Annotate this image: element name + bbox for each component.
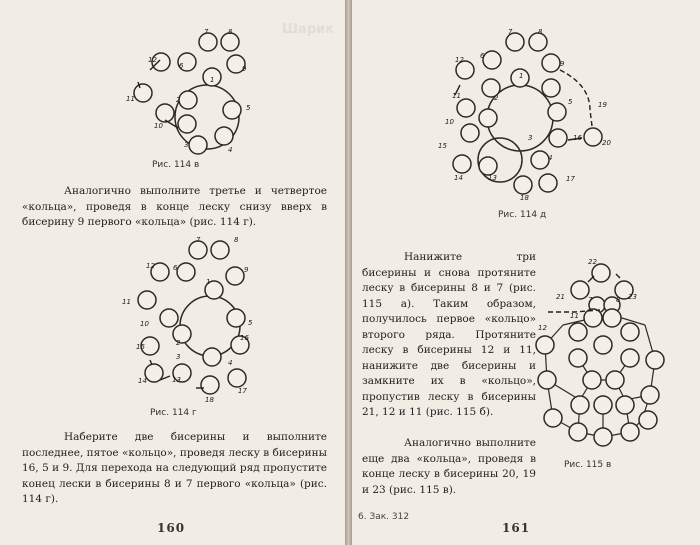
- svg-text:6: 6: [480, 52, 485, 60]
- svg-text:7: 7: [508, 28, 513, 36]
- svg-text:11: 11: [452, 92, 461, 100]
- figure-caption: Рис. 114 г: [150, 408, 197, 418]
- svg-text:8: 8: [228, 28, 233, 36]
- svg-text:16: 16: [240, 334, 249, 342]
- svg-text:5: 5: [248, 319, 253, 327]
- svg-text:10: 10: [140, 320, 149, 328]
- svg-text:22: 22: [588, 258, 597, 266]
- figure-114d: [402, 25, 612, 205]
- svg-text:9: 9: [244, 266, 249, 274]
- svg-text:3: 3: [528, 134, 533, 142]
- page-number: 161: [502, 521, 531, 535]
- left-page: [0, 0, 346, 545]
- svg-text:23: 23: [628, 293, 637, 301]
- svg-text:5: 5: [246, 104, 251, 112]
- svg-text:2: 2: [176, 96, 181, 104]
- svg-text:2: 2: [494, 94, 499, 102]
- svg-text:5: 5: [568, 98, 573, 106]
- paragraph: Наберите две бисерины и выполните последнее, пятое «кольцо», проведя леску в бисерины 16, 5 и 9. Для перехода на следующий ряд пропустите конец лески в бисерины 8 и 7 первого «кольца» (рис. 114 г).: [22, 431, 327, 505]
- svg-text:16: 16: [573, 134, 582, 142]
- svg-text:12: 12: [146, 262, 155, 270]
- svg-text:7: 7: [588, 296, 593, 304]
- svg-text:6: 6: [173, 264, 178, 272]
- book-gutter: [345, 0, 352, 545]
- svg-text:15: 15: [136, 343, 145, 351]
- svg-text:1: 1: [206, 278, 211, 286]
- figure-caption: Рис. 114 в: [152, 160, 200, 170]
- print-order-footnote: 6. Зак. 312: [358, 512, 410, 522]
- svg-text:7: 7: [204, 28, 209, 36]
- right-page: [282, 0, 700, 545]
- svg-text:15: 15: [438, 142, 447, 150]
- svg-text:20: 20: [602, 139, 611, 147]
- svg-text:10: 10: [154, 122, 163, 130]
- figure-caption: Рис. 115 в: [564, 460, 612, 470]
- svg-text:12: 12: [538, 324, 547, 332]
- svg-text:18: 18: [205, 396, 214, 404]
- svg-text:17: 17: [566, 175, 575, 183]
- paragraph: Аналогично выполните третье и четвертое «кольца», проведя в конце леску снизу вверх в бисерину 9 первого «кольца» (рис. 114 г).: [22, 185, 327, 228]
- svg-text:14: 14: [138, 377, 147, 385]
- svg-text:13: 13: [488, 174, 497, 182]
- paragraph: Нанижите три бисерины и снова протяните леску в бисерины 8 и 7 (рис. 115 а). Таким образом, получилось первое «кольцо» второго ряда. Протяните леску в бисерины 12 и 11, нанижите две бисерины и замкните их в «кольцо», пропустив леску в бисерины 21, 12 и 11 (рис. 115 б).: [362, 251, 536, 418]
- svg-text:6: 6: [179, 62, 184, 70]
- svg-text:8: 8: [234, 236, 239, 244]
- svg-text:12: 12: [148, 56, 157, 64]
- svg-text:4: 4: [228, 146, 233, 154]
- svg-text:9: 9: [242, 65, 247, 73]
- svg-text:17: 17: [238, 387, 247, 395]
- svg-text:7: 7: [196, 236, 201, 244]
- svg-text:14: 14: [454, 174, 463, 182]
- svg-text:11: 11: [122, 298, 131, 306]
- page-number: 160: [157, 521, 186, 535]
- svg-text:10: 10: [445, 118, 454, 126]
- svg-text:18: 18: [520, 194, 529, 202]
- svg-text:12: 12: [455, 56, 464, 64]
- svg-text:4: 4: [228, 359, 233, 367]
- svg-text:11: 11: [126, 95, 135, 103]
- svg-text:8: 8: [538, 28, 543, 36]
- figure-114v: [115, 20, 265, 154]
- svg-text:13: 13: [172, 376, 181, 384]
- svg-text:9: 9: [560, 60, 565, 68]
- svg-text:19: 19: [598, 101, 607, 109]
- svg-text:1: 1: [519, 72, 524, 80]
- svg-text:8: 8: [616, 296, 621, 304]
- ghost-text: Шарик: [282, 22, 335, 37]
- figure-115v: [536, 255, 696, 455]
- figure-caption: Рис. 114 д: [498, 210, 547, 220]
- svg-text:2: 2: [176, 339, 181, 347]
- svg-text:11: 11: [570, 312, 579, 320]
- figure-114g: [115, 236, 265, 404]
- paragraph: Аналогично выполните еще два «кольца», проведя в конце леску в бисерины 20, 19 и 23 (рис. 115 в).: [362, 437, 536, 496]
- svg-text:21: 21: [556, 293, 565, 301]
- svg-text:3: 3: [184, 141, 189, 149]
- svg-text:3: 3: [176, 353, 181, 361]
- svg-text:1: 1: [210, 76, 215, 84]
- svg-text:4: 4: [548, 154, 553, 162]
